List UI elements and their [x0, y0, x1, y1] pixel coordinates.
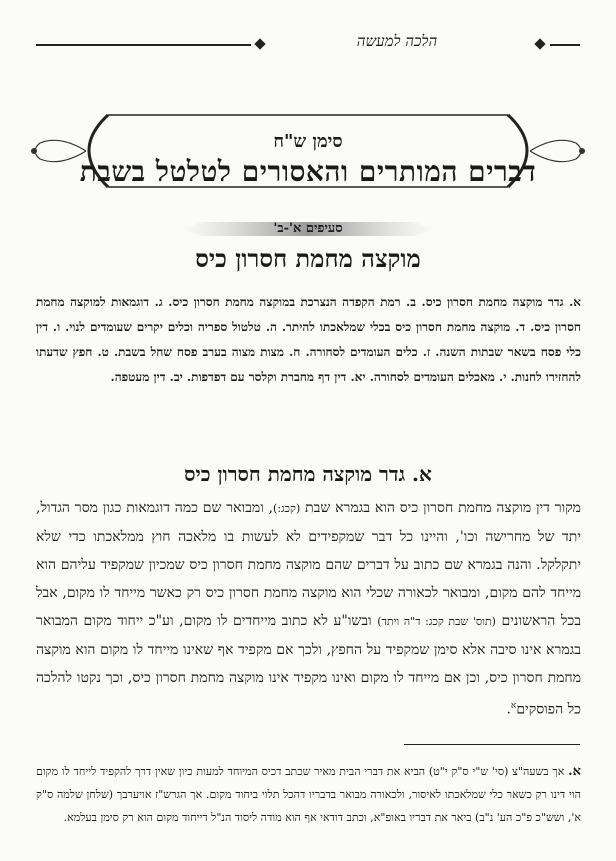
summary-item: יא. דין דף מחברת וקלסר עם דפדפות. — [186, 370, 366, 384]
chapter-title-frame — [0, 95, 616, 205]
summary-item: ה. טלטול ספריה וכלים יקרים שעומדים לנוי. — [65, 320, 277, 334]
summary-item: ח. מצות מצוה בערב פסח שחל בשבת. — [114, 345, 301, 359]
summary-item: ז. כלים העומדים לסחורה. — [305, 345, 431, 359]
summary-item: ו. דין כלי פסח בשאר שבתות השנה. — [36, 320, 581, 359]
header-diamond-right — [534, 38, 545, 49]
section-heading: א. גדר מוקצה מחמת חסרון כיס — [184, 462, 432, 486]
body-paragraph: מקור דין מוקצה מחמת חסרון כיס הוא בגמרא שבת (קכג:), ומבואר שם כמה דוגמאות כגון מסר הגדול, יתד של מחרישה וכו', והיינו כל דבר שמקפידים לא לעשות בו מלאכה חוץ ממלאכתו כדי שלא יתקלקל. והנה בגמרא שם כתוב על דברים שהם מוקצה מחמת חסרון כיס שמכיון שמקפיד עליהם הוא מייחד להם מקום, ומבואר לכאורה שכלי הוא מוקצה מחמת חסרון כיס רק כאשר מייחד לו מקום, אבל בכל הראשונים (תוס' שבת קכג: ד"ה ויתד) ובשו"ע לא כתוב מייחדים לו מקום, וע"כ ייחוד מקום המבואר בגמרא אינו סיבה אלא סימן שמקפיד על החפץ, ולכך אם מקפיד אף שאינו מייחד לו מקום הוא מוקצה מחמת חסרון כיס, וכן אם מייחד לו מקום ואינו מקפיד אינו מוקצה מחמת חסרון כיס, וכך נקטו להלכה כל הפוסקים$^א$. — [36, 500, 582, 718]
header-rule-left — [36, 44, 251, 46]
body-text-part: מקור דין מוקצה מחמת חסרון כיס הוא בגמרא שבת — [305, 500, 581, 516]
footnote-divider — [404, 744, 580, 745]
summary-item: א. גדר מוקצה מחמת חסרון כיס. — [421, 295, 582, 309]
running-header-title: הלכה למעשה — [356, 32, 438, 50]
sections-label: סעיפים א'-ב' — [273, 221, 343, 236]
body-text-part: , ומבואר שם כמה דוגמאות כגון מסר הגדול, יתד של מחרישה וכו', והיינו כל דבר שמקפידים לא לעשות בו מלאכה חוץ ממלאכתו כדי שלא יתקלקל. והנה בגמרא שם כתוב על דברים שהם מוקצה מחמת חסרון כיס שמכיון שמקפיד עליהם הוא מייחד להם מקום, ומבואר לכאורה שכלי הוא מוקצה מחמת חסרון כיס רק כאשר מייחד לו מקום, אבל בכל הראשונים — [36, 500, 582, 629]
source-reference: (תוס' שבת קכג: ד"ה ויתד) — [377, 615, 496, 628]
footnote-reference[interactable]: א — [510, 701, 517, 711]
footnote-mark: א. — [568, 764, 581, 779]
chapter-number: סימן ש"ח — [273, 131, 343, 152]
summary-item: ג. דוגמאות למוקצה מחמת חסרון כיס. — [36, 295, 582, 334]
running-header — [36, 30, 580, 60]
topics-summary — [36, 290, 581, 390]
main-heading: מוקצה מחמת חסרון כיס — [195, 244, 421, 273]
chapter-title: דברים המותרים והאסורים לטלטל בשבת — [79, 155, 537, 188]
footnote — [36, 760, 581, 829]
summary-item: ד. מוקצה מחמת חסרון כיס בכלי שמלאכתו להיתר. — [281, 320, 526, 334]
summary-item: י. מאכלים העומדים לסחורה. — [369, 370, 507, 384]
footnote-text: אך בשעה"צ (סי' ש"י ס"ק י"ט) הביא את דברי הבית מאיר שכתב דכיס המיוחד למעות כיון שאין דרך להקפיד לייחד לו מקום הוי דינו רק כשאר כלי שמלאכתו לאיסור, ולכאורה מבואר בדבריו דהכל תלוי ביחוד מקום. אך הגרש"ז אויערבך (שלחן שלמה ס"ק א', ושש"כ פ"כ הע' נ"ב) ביאר את דבריו באופ"א, וכתב דודאי אף הוא מודה ליסוד הנ"ל דייחוד מקום הוא רק סימן בעלמא. — [36, 765, 581, 824]
summary-item: ב. רמת הקפדה הנצרכת במוקצה מחמת חסרון כיס. — [168, 295, 417, 309]
body-text-part: ובשו"ע לא כתוב מייחדים לו מקום, וע"כ ייחוד מקום המבואר בגמרא אינו סיבה אלא סימן שמקפיד על החפץ, ולכך אם מקפיד אף שאינו מייחד לו מקום הוא מוקצה מחמת חסרון כיס, וכן אם מייחד לו מקום ואינו מקפיד אינו מוקצה מחמת חסרון כיס, וכך נקטו להלכה כל הפוסקים — [36, 613, 581, 718]
summary-item: יב. דין מעטפה. — [110, 370, 183, 384]
source-reference: (קכג:) — [273, 502, 301, 515]
summary-item: ט. חפץ שדעתו להחזירו לחנות. — [36, 345, 581, 384]
header-rule-right — [550, 44, 580, 46]
